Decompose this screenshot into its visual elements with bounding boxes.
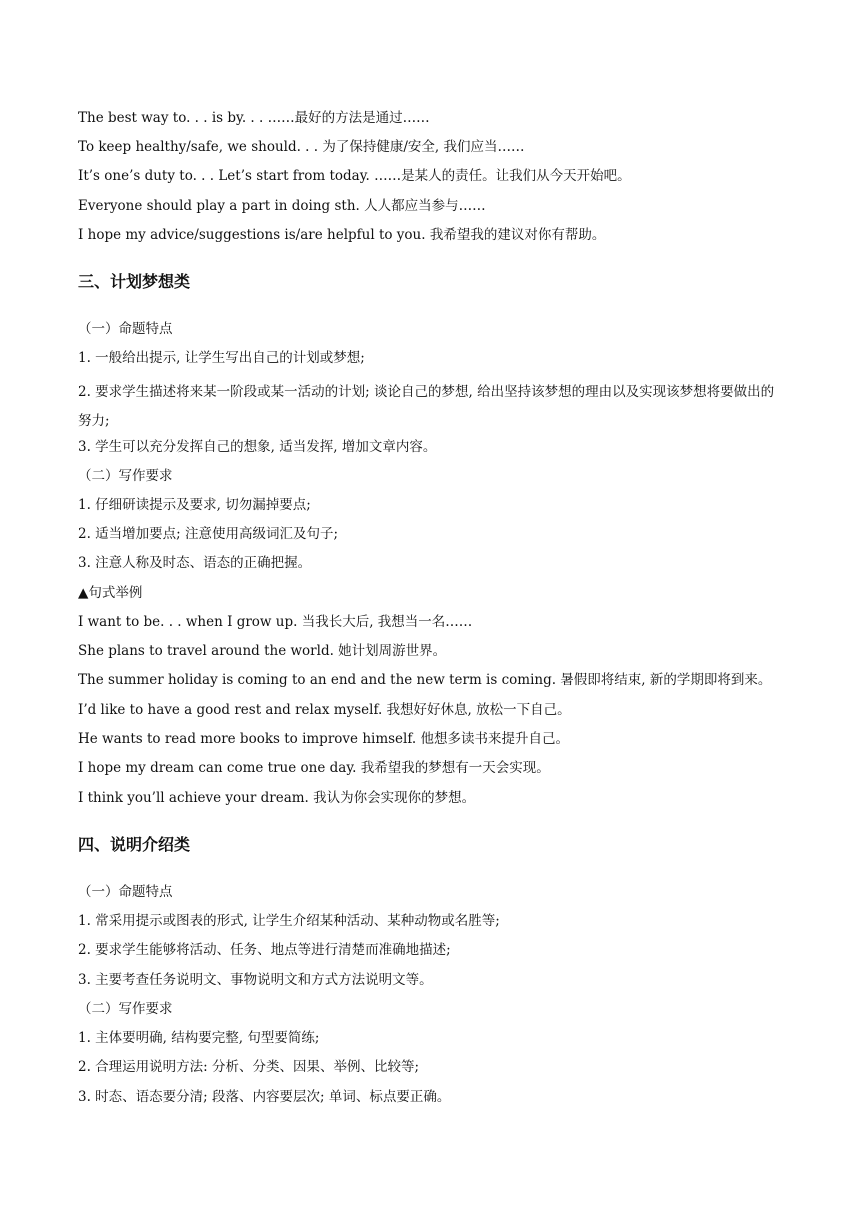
feature-item: 2. 要求学生能够将活动、任务、地点等进行清楚而准确地描述;: [78, 942, 451, 958]
requirement-item: 1. 主体要明确, 结构要完整, 句型要简练;: [78, 1030, 320, 1046]
section-heading: 四、说明介绍类: [78, 835, 191, 854]
phrase-line: The best way to. . . is by. . . ……最好的方法是通过……: [78, 110, 430, 126]
example-sentence: I want to be. . . when I grow up. 当我长大后, 我想当一名……: [78, 614, 473, 630]
example-sentence: She plans to travel around the world. 她计划周游世界。: [78, 643, 447, 659]
feature-item: 3. 主要考查任务说明文、事物说明文和方式方法说明文等。: [78, 972, 433, 988]
feature-item: 3. 学生可以充分发挥自己的想象, 适当发挥, 增加文章内容。: [78, 439, 437, 455]
example-sentence: I think you’ll achieve your dream. 我认为你会实现你的梦想。: [78, 790, 476, 806]
example-sentence: The summer holiday is coming to an end and the new term is coming. 暑假即将结束, 新的学期即将到来。: [78, 672, 772, 688]
section-heading: 三、计划梦想类: [78, 272, 191, 291]
examples-title: ▲句式举例: [78, 585, 143, 601]
requirement-item: 3. 时态、语态要分清; 段落、内容要层次; 单词、标点要正确。: [78, 1089, 451, 1105]
phrase-line: It’s one’s duty to. . . Let’s start from today. ……是某人的责任。让我们从今天开始吧。: [78, 168, 631, 184]
example-sentence: I hope my dream can come true one day. 我希望我的梦想有一天会实现。: [78, 760, 550, 776]
requirement-item: 2. 适当增加要点; 注意使用高级词汇及句子;: [78, 526, 339, 542]
subsection-title: （一）命题特点: [78, 321, 173, 337]
requirement-item: 2. 合理运用说明方法: 分析、分类、因果、举例、比较等;: [78, 1059, 420, 1075]
requirement-item: 1. 仔细研读提示及要求, 切勿漏掉要点;: [78, 497, 311, 513]
feature-item: 2. 要求学生描述将来某一阶段或某一活动的计划; 谈论自己的梦想, 给出坚持该梦想的理由以及实现该梦想将要做出的努力;: [78, 384, 775, 429]
feature-item: 1. 一般给出提示, 让学生写出自己的计划或梦想;: [78, 350, 365, 366]
requirement-item: 3. 注意人称及时态、语态的正确把握。: [78, 555, 312, 571]
subsection-title: （二）写作要求: [78, 1001, 173, 1017]
phrase-line: To keep healthy/safe, we should. . . 为了保持健康/安全, 我们应当……: [78, 139, 525, 155]
example-sentence: I’d like to have a good rest and relax myself. 我想好好休息, 放松一下自己。: [78, 702, 571, 718]
feature-item: 1. 常采用提示或图表的形式, 让学生介绍某种活动、某种动物或名胜等;: [78, 913, 500, 929]
subsection-title: （二）写作要求: [78, 468, 173, 484]
example-sentence: He wants to read more books to improve himself. 他想多读书来提升自己。: [78, 731, 569, 747]
phrase-line: Everyone should play a part in doing sth. 人人都应当参与……: [78, 198, 486, 214]
subsection-title: （一）命题特点: [78, 884, 173, 900]
phrase-line: I hope my advice/suggestions is/are helpful to you. 我希望我的建议对你有帮助。: [78, 227, 606, 243]
